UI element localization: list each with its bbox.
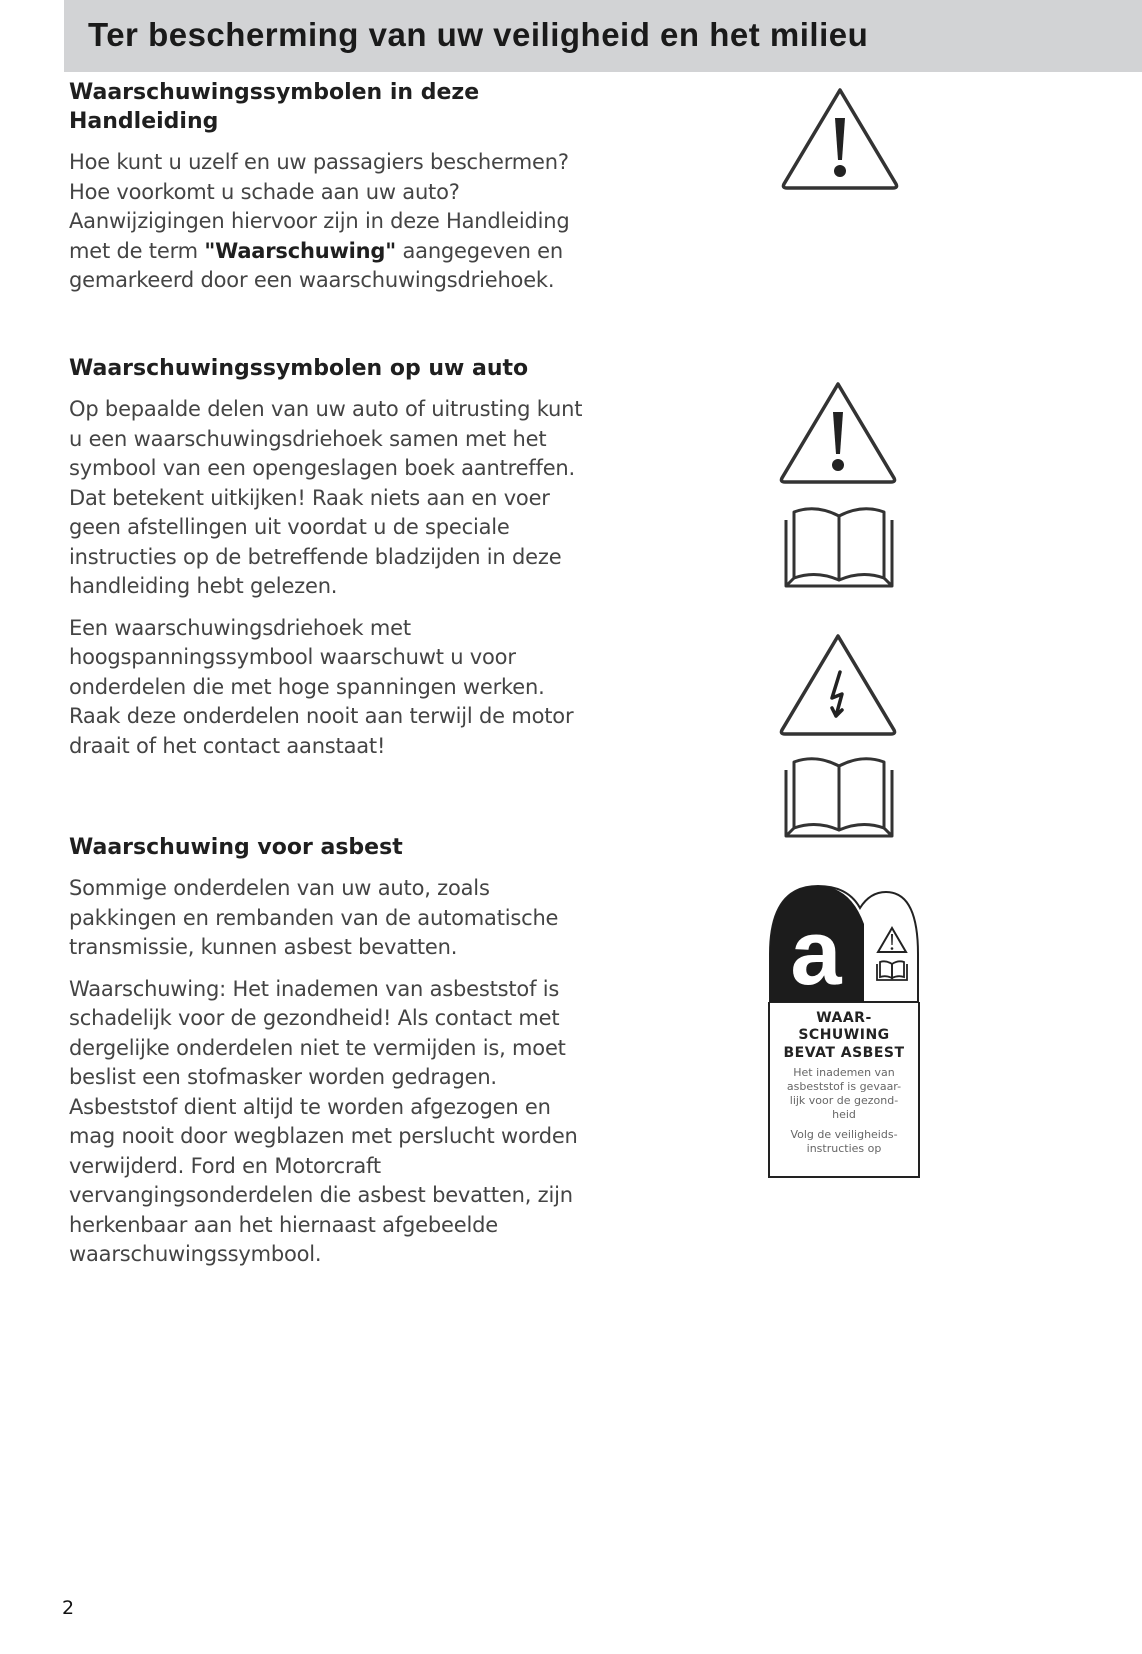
section-asbestos (69, 833, 589, 1270)
section-vehicle-symbols (69, 354, 589, 761)
page-title: Ter bescherming van uw veiligheid en het milieu (88, 16, 869, 53)
section-heading: Waarschuwingssymbolen in deze Handleiding (69, 80, 480, 134)
page-header (64, 0, 1142, 72)
page-number: 2 (62, 1597, 75, 1619)
open-book-icon (782, 502, 896, 592)
warning-triangle-icon (780, 86, 900, 192)
asbestos-label-body: WAAR- SCHUWING BEVAT ASBEST Het inademen van asbeststof is gevaar- lijk voor de gezond- heid Volg de veiligheids- instructies op (768, 1002, 920, 1178)
high-voltage-triangle-icon (778, 632, 898, 738)
open-book-icon (782, 752, 896, 842)
section-body: Hoe kunt u uzelf en uw passagiers beschermen? Hoe voorkomt u schade aan uw auto? Aanwijzigingen hiervoor zijn in deze Handleiding met de term "Waarschuwing" aangegeven en gemarkeerd door een waarschuwingsdriehoek. (69, 150, 570, 292)
section-heading: Waarschuwingssymbolen op uw auto (69, 356, 529, 381)
section-paragraph: Op bepaalde delen van uw auto of uitrusting kunt u een waarschuwingsdriehoek samen met het symbool van een opengeslagen boek aantreffen. Dat betekent uitkijken! Raak niets aan en voer geen afstellingen uit voordat u de speciale instructies op de betreffende bladzijden in deze handleiding hebt gelezen. (69, 397, 583, 598)
warning-triangle-icon (778, 380, 898, 486)
section-manual-symbols (69, 78, 589, 296)
asbestos-letter: a (790, 902, 842, 1004)
asbestos-label-graphic (768, 884, 920, 1004)
asbestos-label-icon (768, 884, 920, 1180)
section-paragraph: Waarschuwing: Het inademen van asbeststof is schadelijk voor de gezondheid! Als contact met dergelijke onderdelen niet te vermijden is, moet beslist een stofmasker worden gedragen. Asbeststof dient altijd te worden afgezogen en mag nooit door wegblazen met perslucht worden verwijderd. Ford en Motorcraft vervangingsonderdelen die asbest bevatten, zijn herkenbaar aan het hiernaast afgebeelde waarschuwingssymbool. (69, 976, 578, 1266)
section-heading: Waarschuwing voor asbest (69, 835, 403, 860)
section-paragraph: Een waarschuwingsdriehoek met hoogspanningssymbool waarschuwt u voor onderdelen die met hoge spanningen werken. Raak deze onderdelen nooit aan terwijl de motor draait of het contact aanstaat! (69, 615, 574, 758)
section-paragraph: Sommige onderdelen van uw auto, zoals pakkingen en rembanden van de automatische transmissie, kunnen asbest bevatten. (69, 876, 559, 959)
